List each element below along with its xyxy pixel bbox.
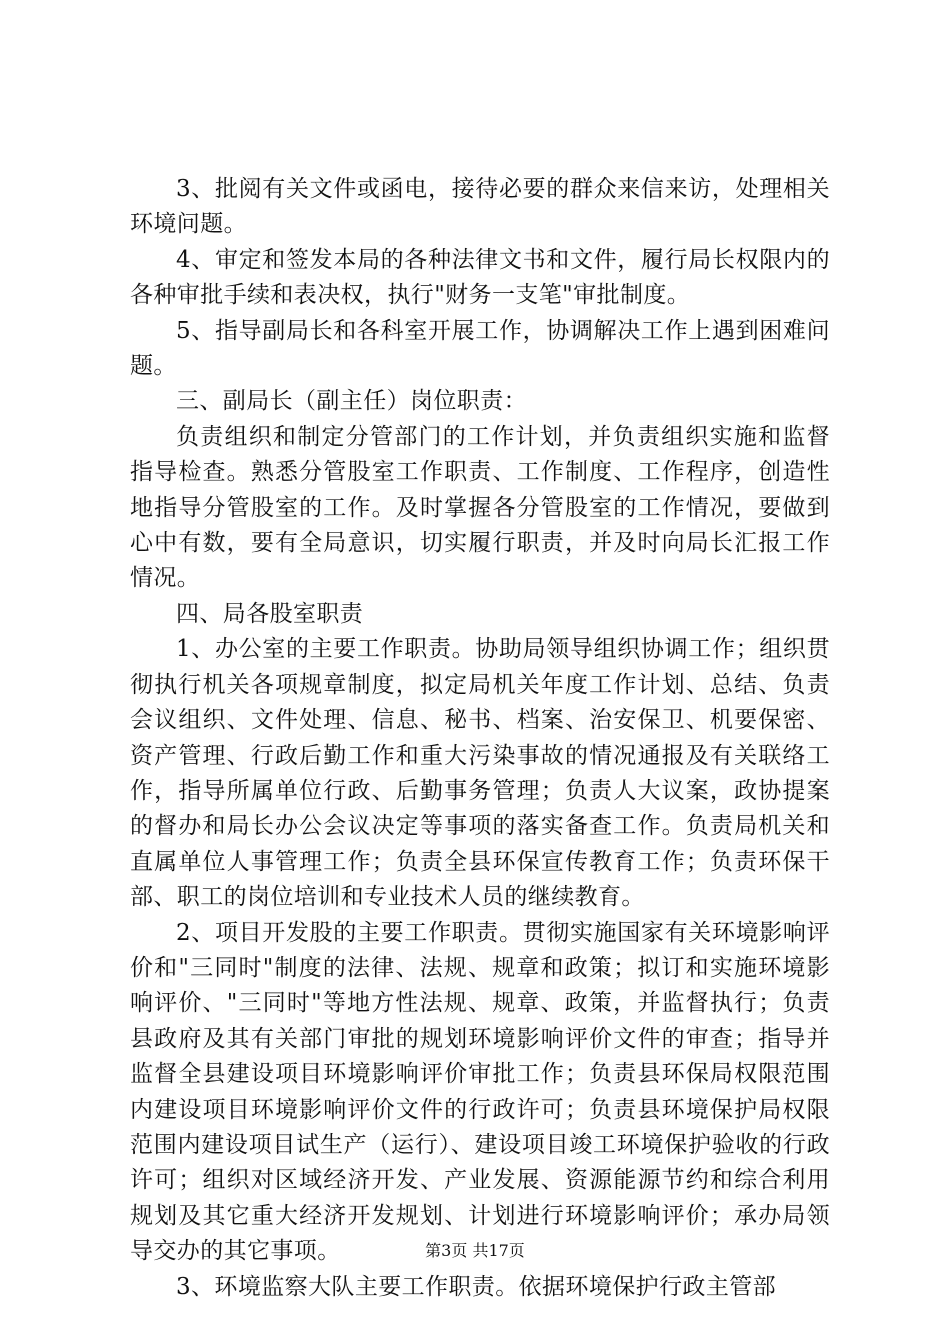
page-number-label: 第3页 共17页 <box>425 1241 525 1260</box>
paragraph-item-5: 5、指导副局长和各科室开展工作，协调解决工作上遇到困难问题。 <box>130 317 830 380</box>
paragraph-item-3: 3、批阅有关文件或函电，接待必要的群众来信来访，处理相关环境问题。 <box>130 176 830 238</box>
page-footer <box>0 1241 950 1261</box>
paragraph-project-duties: 2、项目开发股的主要工作职责。贯彻实施国家有关环境影响评价和"三同时"制度的法律、法规、规章和政策；拟订和实施环境影响评价、"三同时"等地方性法规、规章、政策，并监督执行；负责县政府及其有关部门审批的规划环境影响评价文件的审查；指导并监督全县建设项目环境影响评价审批工作；负责县环保局权限范围内建设项目环境影响评价文件的行政许可；负责县环境保护局权限范围内建设项目试生产（运行）、建设项目竣工环境保护验收的行政许可；组织对区域经济开发、产业发展、资源能源节约和综合利用规划及其它重大经济开发规划、计划进行环境影响评价；承办局领导交办的其它事项。 <box>130 919 830 1265</box>
paragraph-deputy-duties: 负责组织和制定分管部门的工作计划，并负责组织实施和监督指导检查。熟悉分管股室工作职责、工作制度、工作程序，创造性地指导分管股室的工作。及时掌握各分管股室的工作情况，要做到心中有数，要有全局意识，切实履行职责，并及时向局长汇报工作情况。 <box>130 423 830 592</box>
section-heading-departments: 四、局各股室职责 <box>176 600 364 627</box>
paragraph-inspection-duties: 3、环境监察大队主要工作职责。依据环境保护行政主管部 <box>176 1273 777 1300</box>
document-body <box>130 172 830 1305</box>
section-heading-deputy-director: 三、副局长（副主任）岗位职责： <box>176 388 527 415</box>
paragraph-item-4: 4、审定和签发本局的各种法律文书和文件，履行局长权限内的各种审批手续和表决权，执行"财务一支笔"审批制度。 <box>130 246 830 309</box>
paragraph-office-duties: 1、办公室的主要工作职责。协助局领导组织协调工作；组织贯彻执行机关各项规章制度，拟定局机关年度工作计划、总结、负责会议组织、文件处理、信息、秘书、档案、治安保卫、机要保密、资产管理、行政后勤工作和重大污染事故的情况通报及有关联络工作，指导所属单位行政、后勤事务管理；负责人大议案，政协提案的督办和局长办公会议决定等事项的落实备查工作。负责局机关和直属单位人事管理工作；负责全县环保宣传教育工作；负责环保干部、职工的岗位培训和专业技术人员的继续教育。 <box>130 636 830 911</box>
